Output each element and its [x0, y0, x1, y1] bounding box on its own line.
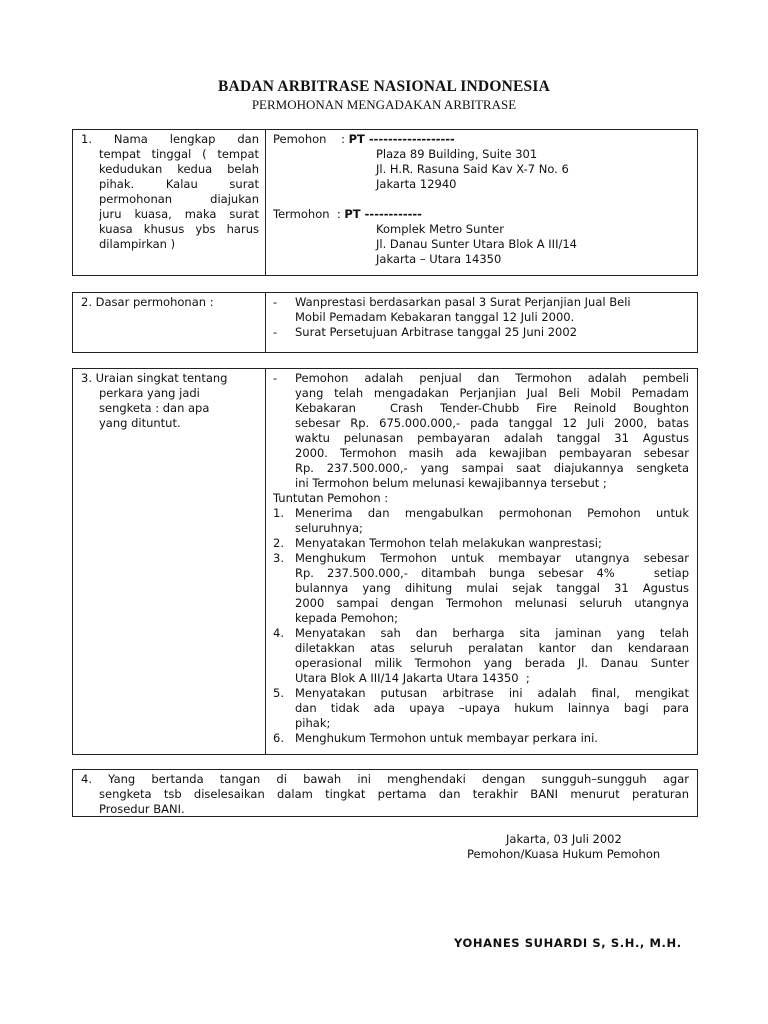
pemohon-address-line: Jl. H.R. Rasuna Said Kav X-7 No. 6	[376, 162, 569, 176]
basis-item-text: Wanprestasi berdasarkan pasal 3 Surat Perjanjian Jual Beli	[295, 295, 631, 309]
demand-text: Menyatakan sah dan berharga sita jaminan yang telah	[295, 626, 689, 640]
dispute-label-line: yang dituntut.	[99, 416, 181, 430]
page-subtitle: PERMOHONAN MENGADAKAN ARBITRASE	[251, 97, 517, 112]
pemohon-pt: PT	[348, 132, 365, 146]
termohon-pt: PT	[344, 207, 361, 221]
termohon-address-line: Jl. Danau Sunter Utara Blok A III/14	[376, 237, 577, 251]
dispute-intro-line: 2000. Termohon masih ada kewajiban pembayaran sebesar	[295, 446, 689, 460]
signature-role: Pemohon/Kuasa Hukum Pemohon	[467, 847, 661, 861]
dispute-intro-line: Kebakaran Crash Tender-Chubb Fire Reinold Boughton	[295, 401, 689, 415]
dispute-intro-line: Pemohon adalah penjual dan Termohon adalah pembeli	[295, 371, 689, 385]
demand-text: 2000 sampai dengan Termohon melunasi seluruh utangnya	[295, 596, 689, 610]
demand-text: Menerima dan mengabulkan permohonan Pemohon untuk	[295, 506, 689, 520]
demand-text: diletakkan atas seluruh peralatan kantor dan kendaraan	[295, 641, 689, 655]
termohon-row	[273, 207, 697, 222]
parties-label-line: juru kuasa, maka surat	[99, 207, 259, 221]
dispute-intro-line: waktu pelunasan pembayaran adalah tanggal 31 Agustus	[295, 431, 689, 445]
declaration-line: 4. Yang bertanda tangan di bawah ini menghendaki dengan sungguh–sungguh agar	[81, 772, 689, 786]
demand-number: 3.	[273, 551, 284, 565]
parties-label-line: tempat tinggal ( tempat	[99, 147, 259, 161]
demand-number: 5.	[273, 686, 284, 700]
demand-item	[273, 626, 689, 641]
demand-item	[273, 536, 689, 551]
pemohon-address-line: Plaza 89 Building, Suite 301	[376, 147, 538, 161]
demand-item	[273, 551, 689, 566]
parties-label-line: kedudukan kedua belah	[99, 162, 259, 176]
termohon-address-line: Komplek Metro Sunter	[376, 222, 504, 236]
dispute-label-line: sengketa : dan apa	[99, 401, 210, 415]
section-dispute	[72, 368, 698, 755]
dispute-intro-line: sebesar Rp. 675.000.000,- pada tanggal 12 Juli 2000, batas	[295, 416, 689, 430]
demands-heading: Tuntutan Pemohon :	[273, 491, 389, 505]
demand-number: 4.	[273, 626, 284, 640]
dispute-label-line: perkara yang jadi	[99, 386, 200, 400]
demand-text: operasional milik Termohon yang berada Jl. Danau Sunter	[295, 656, 689, 670]
basis-item-text: Surat Persetujuan Arbitrase tanggal 25 Juni 2002	[295, 325, 578, 339]
parties-label-line: pihak. Kalau surat	[99, 177, 259, 191]
demand-text: Utara Blok A III/14 Jakarta Utara 14350 ;	[295, 671, 530, 685]
demand-item	[273, 686, 689, 701]
demand-text: kepada Pemohon;	[295, 611, 399, 625]
dispute-intro: - Pemohon adalah penjual dan Termohon adalah pembeli	[273, 371, 689, 385]
signer-name: YOHANES SUHARDI S, S.H., M.H.	[454, 936, 682, 950]
demand-item	[273, 506, 689, 521]
basis-item-text: Mobil Pemadam Kebakaran tanggal 12 Juli 2000.	[295, 310, 575, 324]
termohon-label: Termohon :	[273, 207, 341, 221]
basis-label: 2. Dasar permohonan :	[81, 295, 214, 309]
demand-text: Menghukum Termohon untuk membayar perkara ini.	[295, 731, 598, 745]
pemohon-label: Pemohon :	[273, 132, 345, 146]
demand-number: 2.	[273, 536, 284, 550]
section-declaration	[72, 769, 698, 817]
declaration-line: sengketa tsb diselesaikan dalam tingkat pertama dan terakhir BANI menurut peraturan	[99, 787, 689, 801]
parties-label-line: dilampirkan )	[99, 237, 176, 251]
page-title: BADAN ARBITRASE NASIONAL INDONESIA	[218, 78, 550, 95]
section-basis-label	[73, 293, 266, 352]
section-parties-content	[266, 130, 697, 275]
section-dispute-label	[73, 369, 266, 754]
dispute-intro-line: Rp. 237.500.000,- yang sampai saat diajukannya sengketa	[295, 461, 689, 475]
demand-text: bulannya yang dihitung mulai sejak tanggal 31 Agustus	[295, 581, 689, 595]
section-basis	[72, 292, 698, 353]
basis-item: - Surat Persetujuan Arbitrase tanggal 25 Juni 2002	[273, 325, 578, 339]
section-dispute-content	[266, 369, 697, 754]
demand-number: 1.	[273, 506, 284, 520]
termohon-address-line: Jakarta – Utara 14350	[376, 252, 502, 266]
section-basis-content	[266, 293, 697, 352]
declaration-line: Prosedur BANI.	[99, 802, 185, 816]
demand-text: Menyatakan Termohon telah melakukan wanprestasi;	[295, 536, 602, 550]
dispute-intro-line: yang telah mengadakan Perjanjian Jual Beli Mobil Pemadam	[295, 386, 689, 400]
section-parties-label	[73, 130, 266, 275]
parties-label-line: kuasa khusus ybs harus	[99, 222, 259, 236]
parties-label-line: permohonan diajukan	[99, 192, 259, 206]
pemohon-name-placeholder: ------------------	[364, 132, 455, 146]
demand-item	[273, 731, 689, 746]
demand-text: Rp. 237.500.000,- ditambah bunga sebesar 4% setiap	[295, 566, 689, 580]
parties-label-line: 1. Nama lengkap dan	[81, 132, 259, 146]
pemohon-row	[273, 132, 697, 147]
dispute-label-line: 3. Uraian singkat tentang	[81, 371, 228, 385]
demand-number: 6.	[273, 731, 284, 745]
demand-text: pihak;	[295, 716, 331, 730]
basis-item: - Wanprestasi berdasarkan pasal 3 Surat Perjanjian Jual Beli	[273, 295, 631, 309]
termohon-name-placeholder: ------------	[360, 207, 422, 221]
section-parties	[72, 129, 698, 276]
demand-text: Menyatakan putusan arbitrase ini adalah final, mengikat	[295, 686, 689, 700]
signature-place-date: Jakarta, 03 Juli 2002	[506, 832, 622, 846]
demand-text: seluruhnya;	[295, 521, 363, 535]
dispute-intro-line: ini Termohon belum melunasi kewajibannya tersebut ;	[295, 476, 607, 490]
demand-text: Menghukum Termohon untuk membayar utangnya sebesar	[295, 551, 689, 565]
pemohon-address-line: Jakarta 12940	[376, 177, 457, 191]
demand-text: dan tidak ada upaya –upaya hukum lainnya bagi para	[295, 701, 689, 715]
